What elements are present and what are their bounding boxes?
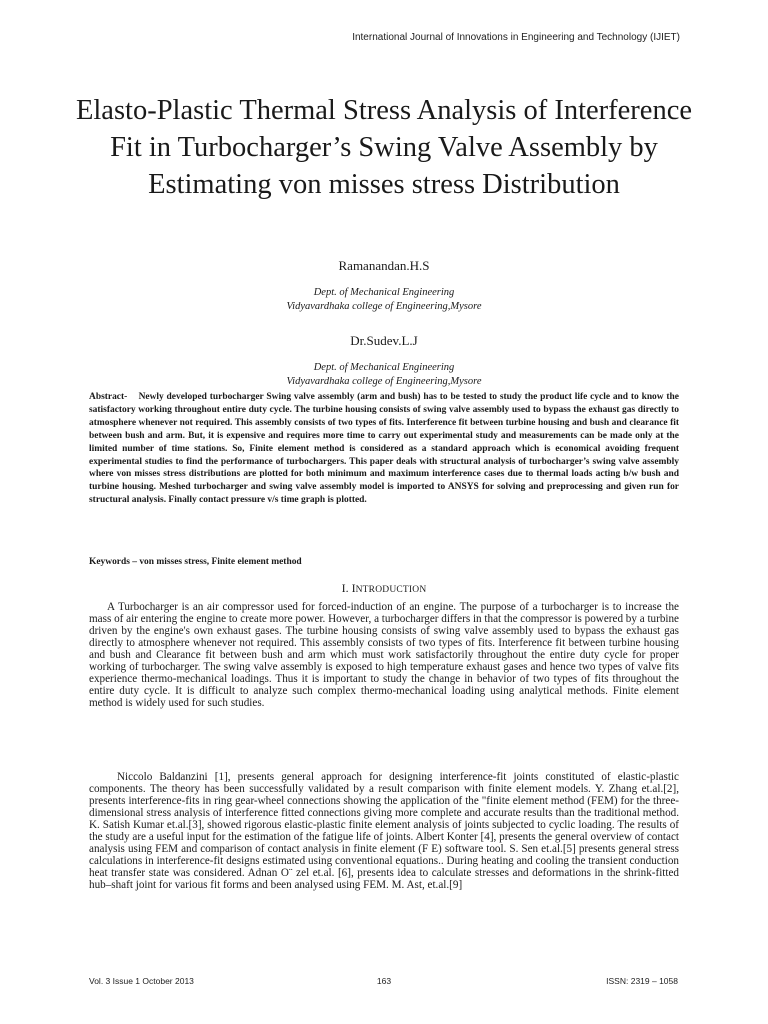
author-block-1 (0, 258, 768, 314)
body-paragraph: A Turbocharger is an air compressor used for forced-induction of an engine. The purpose of a turbocharger is to increase the mass of air entering the engine to create more power. However, a turbocharger differs in that the compressor is powered by a turbine driven by the engine's own exhaust gases. The turbine housing consists of swing valve assembly used to bypass the exhaust gas directly to atmosphere whenever not required. This assembly consists of two types of fits. Interference fit between turbine housing and bush and Clearance fit between bush and arm which must work satisfactorily throughout the entire duty cycle for proper working of turbocharger. The swing valve assembly is exposed to high temperature exhaust gases and hence two types of valve fits experience thermo-mechanical loadings. Thus it is important to study the change in behavior of two types of fits throughout the entire duty cycle. It is difficult to analyze such complex thermo-mechanical loading using analytical methods. Finite element method is widely used for such studies. (89, 601, 680, 709)
author-name: Dr.Sudev.L.J (350, 333, 418, 348)
section-title: NTRODUCTION (355, 585, 427, 595)
body-paragraph: Niccolo Baldanzini [1], presents general approach for designing interference-fit joints constituted of elastic-plastic components. The theory has been successfully validated by a result comparison with finite element models. Y. Zhang et.al.[2], presents interference-fits in ring gear-wheel connections showing the application of the "finite element method (FEM) for the three-dimensional stress analysis of interference fitted connections giving more complete and accurate results than the traditional method. K. Satish Kumar et.al.[3], showed rigorous elastic-plastic finite element analysis of joints subjected to cyclic loading. The results of the study are a useful input for the estimation of the fatigue life of joints. Albert Konter [4], presents the general overview of contact analysis using FEM and comparison of contact analysis in finite element (F E) software tool. S. Sen et.al.[5] presents general stress calculations in interference-fit designs estimated using conventional equations.. During heating and cooling the transient conduction heat transfer state was considered. Adnan O¨ zel et.al. [6], presents idea to calculate stresses and deformations in the shrink-fitted hub–shaft joint for various fit forms and been analysed using FEM. M. Ast, et.al.[9] (89, 771, 679, 891)
abstract (89, 391, 679, 507)
abstract-label: Abstract- (89, 392, 128, 402)
section-heading (0, 581, 768, 596)
footer-issn: ISSN: 2319 – 1058 (606, 976, 678, 986)
paper-title: Elasto-Plastic Thermal Stress Analysis of Interference Fit in Turbocharger’s Swing Valve Assembly by Estimating von misses stress Distribution (75, 95, 692, 200)
section-number: I. I (341, 581, 356, 595)
footer-volume: Vol. 3 Issue 1 October 2013 (89, 976, 194, 986)
journal-header: International Journal of Innovations in Engineering and Technology (IJIET) (352, 32, 680, 43)
abstract-text: Newly developed turbocharger Swing valve assembly (arm and bush) has to be tested to study the product life cycle and to know the satisfactory working throughout entire duty cycle. The turbine housing consists of swing valve assembly used to bypass the exhaust gas directly to atmosphere whenever not required. This assembly consists of two types of fits. Interference fit between turbine housing and bush and clearance fit between bush and arm. But, it is expensive and requires more time to carry out experimental study and measurements can be made only at the limited number of time stations. So, Finite element method is considered as a standard approach which is economical avoiding frequent experimental studies to find the performance of turbochargers. This paper deals with structural analysis of turbocharger’s swing valve assembly where von misses stress distributions are plotted for both minimum and maximum interference cases due to thermal loads acting b/w bush and turbine housing. Meshed turbocharger and swing valve assembly model is imported to ANSYS for solving and preprocessing and given run for structural analysis. Finally contact pressure v/s time graph is plotted. (89, 392, 679, 506)
author-department: Dept. of Mechanical Engineering (313, 287, 455, 298)
author-block-2 (0, 333, 768, 389)
author-department: Dept. of Mechanical Engineering (313, 362, 455, 373)
footer-page-number: 163 (376, 976, 392, 986)
author-college: Vidyavardhaka college of Engineering,Mysore (286, 376, 482, 387)
author-college: Vidyavardhaka college of Engineering,Mysore (286, 301, 482, 312)
author-name: Ramanandan.H.S (338, 258, 430, 273)
keywords: Keywords – von misses stress, Finite element method (89, 557, 302, 567)
